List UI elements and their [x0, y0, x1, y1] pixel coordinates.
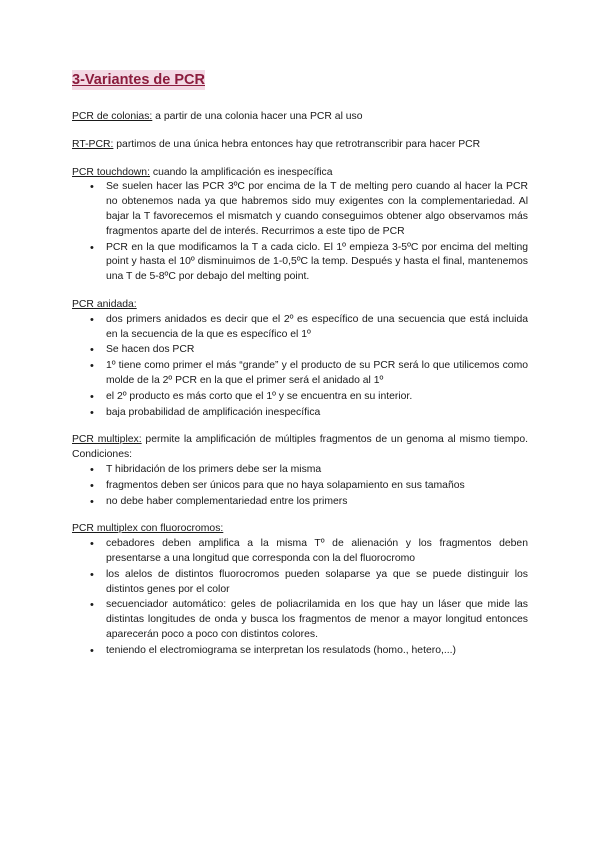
pcr-touchdown-section — [72, 166, 528, 285]
list-item: • 1º tiene como primer el más “grande” y el producto de su PCR será lo que utilicemos como molde de la 2º PCR en la que el primer será el anidado al 1º — [106, 359, 528, 389]
section-title: 3-Variantes de PCR — [72, 72, 205, 88]
pcr-anidada-term: PCR anidada: — [72, 298, 137, 310]
pcr-colonias-paragraph — [72, 110, 528, 125]
list-item: • secuenciador automático: geles de poliacrilamida en los que hay un láser que mide las distintas longitudes de onda y busca los fragmentos de menor a mayor longitud entonces aparecerán poco a poco con distintos colores. — [106, 598, 528, 642]
pcr-fluorocromos-section — [72, 522, 528, 658]
pcr-fluorocromos-term: PCR multiplex con fluorocromos: — [72, 523, 224, 535]
list-item: • Se suelen hacer las PCR 3ºC por encima de la T de melting pero cuando al hacer la PCR no obtenemos nada ya que habremos sido muy exigentes con la complementariedad. Al bajar la T favorecemos el mismatch y cuando conseguimos obtener algo observamos más fragmentos aparte del de interés. Recurrimos a este tipo de PCR — [106, 180, 528, 239]
rt-pcr-paragraph — [72, 138, 528, 153]
pcr-anidada-list — [72, 313, 528, 421]
list-item: • fragmentos deben ser únicos para que no haya solapamiento en sus tamaños — [106, 479, 528, 494]
pcr-fluorocromos-list — [72, 537, 528, 658]
list-item: • Se hacen dos PCR — [106, 343, 528, 358]
rt-pcr-text: partimos de una única hebra entonces hay que retrotranscribir para hacer PCR — [113, 138, 481, 150]
pcr-multiplex-term: PCR multiplex: — [72, 434, 142, 446]
pcr-touchdown-heading — [72, 166, 528, 181]
pcr-anidada-section — [72, 298, 528, 420]
list-item: • cebadores deben amplifica a la misma Tº de alienación y los fragmentos deben presentarse a una longitud que corresponda con la del fluorocromo — [106, 537, 528, 567]
list-item: • baja probabilidad de amplificación inespecífica — [106, 406, 528, 421]
pcr-fluorocromos-heading — [72, 522, 528, 537]
pcr-anidada-heading — [72, 298, 528, 313]
pcr-touchdown-text: cuando la amplificación es inespecífica — [149, 166, 333, 178]
list-item: • dos primers anidados es decir que el 2º es específico de una secuencia que está incluida en la secuencia de la que es específico el 1º — [106, 313, 528, 343]
list-item: • el 2º producto es más corto que el 1º y se encuentra en su interior. — [106, 390, 528, 405]
pcr-colonias-term: PCR de colonias: — [72, 111, 153, 122]
pcr-touchdown-term: PCR touchdown: — [72, 166, 150, 178]
pcr-touchdown-list — [72, 180, 528, 285]
list-item: • los alelos de distintos fluorocromos pueden solaparse ya que se puede distinguir los distintos genes por el color — [106, 568, 528, 598]
rt-pcr-term: RT-PCR: — [72, 138, 114, 150]
list-item: • teniendo el electromiograma se interpretan los resulatods (homo., hetero,...) — [106, 644, 528, 659]
pcr-multiplex-heading — [72, 433, 528, 463]
list-item: • no debe haber complementariedad entre los primers — [106, 495, 528, 510]
pcr-multiplex-section — [72, 433, 528, 509]
list-item: • PCR en la que modificamos la T a cada ciclo. El 1º empieza 3-5ºC por encima del melting point y hasta el 10º disminuimos de 1-0,5ºC la temp. Después y hasta el final, mantenemos una T de 5-8ºC por debajo del melting point. — [106, 241, 528, 285]
pcr-colonias-text: a partir de una colonia hacer una PCR al uso — [152, 111, 363, 122]
pcr-multiplex-list — [72, 463, 528, 509]
pcr-multiplex-text: permite la amplificación de múltiples fragmentos de un genoma al mismo tiempo. Condiciones: — [72, 434, 528, 461]
document-content — [72, 70, 528, 672]
list-item: • T hibridación de los primers debe ser la misma — [106, 463, 528, 478]
